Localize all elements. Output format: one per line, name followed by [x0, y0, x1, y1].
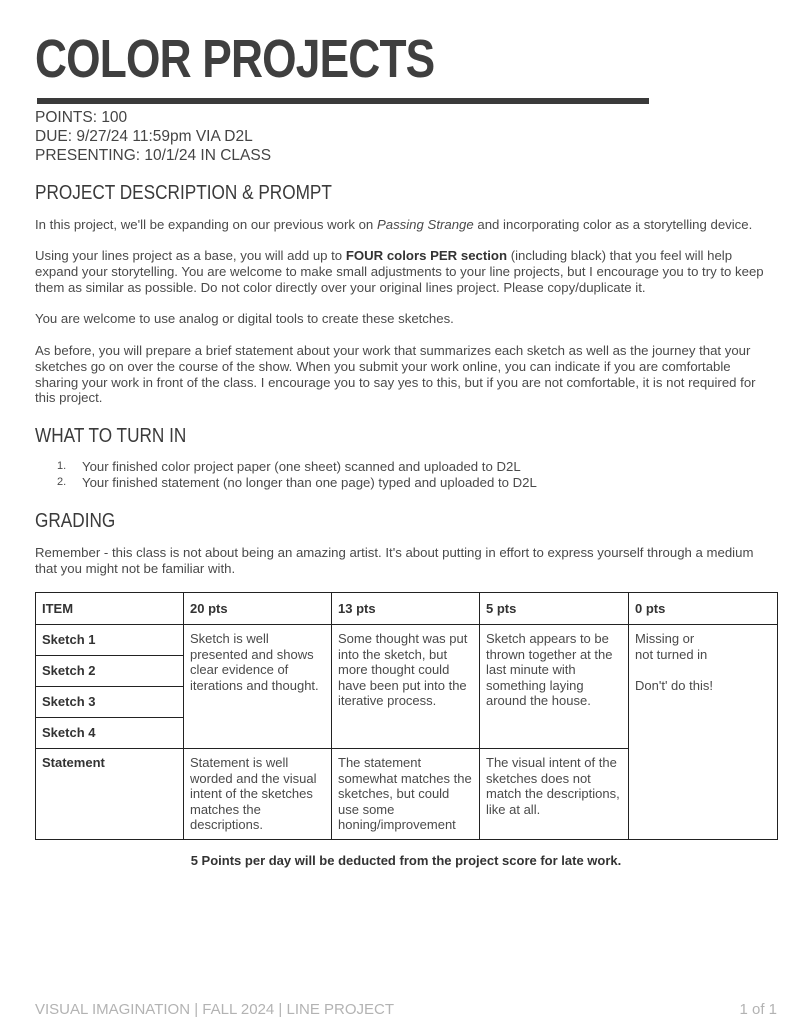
grading-heading: GRADING	[35, 510, 116, 532]
list-item-text: Your finished color project paper (one sheet) scanned and uploaded to D2L	[82, 459, 521, 474]
assignment-meta	[35, 108, 271, 165]
zero-pts-criteria	[629, 625, 778, 840]
row-label-sketch-4: Sketch 4	[36, 718, 184, 749]
grading-intro: Remember - this class is not about being an amazing artist. It's about putting in effort to express yourself through a medium that you might not be familiar with.	[35, 545, 754, 576]
late-work-note: 5 Points per day will be deducted from the project score for late work.	[190, 853, 622, 868]
row-label-sketch-1: Sketch 1	[36, 625, 184, 656]
sketch-13-pts-criteria: Some thought was put into the sketch, but more thought could have been put into the iterative process.	[332, 625, 480, 749]
description-heading: PROJECT DESCRIPTION & PROMPT	[35, 182, 332, 204]
header-13-pts: 13 pts	[332, 593, 480, 625]
sketch-20-pts-criteria: Sketch is well presented and shows clear evidence of iterations and thought.	[184, 625, 332, 749]
footer-page-number: 1 of 1	[739, 1001, 777, 1018]
points-text: POINTS: 100	[35, 109, 128, 126]
zero-pts-line: Missing or	[635, 631, 695, 646]
statement-20-pts-criteria: Statement is well worded and the visual intent of the sketches matches the descriptions.	[184, 749, 332, 840]
description-paragraph-4: As before, you will prepare a brief statement about your work that summarizes each sketch as well as the journey that your sketches go on over the course of the show. When you submit your work online, you can indicate if you are comfortable sharing your work in front of the class. I encourage you to say yes to this, but if you are not comfortable, it is not required for this project.	[35, 343, 756, 406]
list-item	[35, 459, 537, 475]
p1-italic-title: Passing Strange	[376, 217, 474, 232]
p1-text-end: and incorporating color as a storytelling device.	[473, 217, 753, 232]
table-header-row	[36, 593, 778, 625]
turn-in-list	[35, 459, 537, 491]
header-item: ITEM	[36, 593, 184, 625]
footer-course-info: VISUAL IMAGINATION | FALL 2024 | LINE PROJECT	[35, 1001, 395, 1018]
p2-text: Using your lines project as a base, you will add up to	[35, 248, 346, 263]
zero-pts-line: not turned in	[635, 646, 708, 662]
row-label-sketch-2: Sketch 2	[36, 656, 184, 687]
header-5-pts: 5 pts	[480, 593, 629, 625]
list-item	[35, 475, 537, 491]
list-item-text: Your finished statement (no longer than one page) typed and uploaded to D2L	[82, 474, 537, 490]
table-row	[36, 625, 778, 656]
zero-pts-note: Don't' do this!	[635, 677, 713, 693]
row-label-statement: Statement	[36, 749, 184, 840]
list-number: 1.	[57, 460, 67, 472]
header-0-pts: 0 pts	[629, 593, 778, 625]
due-text: DUE: 9/27/24 11:59pm VIA D2L	[35, 128, 253, 145]
list-number: 2.	[57, 475, 67, 488]
statement-13-pts-criteria: The statement somewhat matches the sketches, but could use some honing/improvement	[332, 749, 480, 840]
title-divider	[37, 98, 649, 104]
grading-rubric-table	[35, 592, 778, 840]
p2-bold-text: FOUR colors PER section	[345, 248, 508, 263]
description-paragraph-2	[35, 248, 777, 295]
header-20-pts: 20 pts	[184, 593, 332, 625]
p2-text-end: (including black) that you feel will help expand your storytelling. You are welcome to make small adjustments to your line projects, but I encourage you to try to keep them as similar as possible. Do not color directly over your original lines project. Please copy/duplicate it.	[35, 248, 764, 295]
statement-5-pts-criteria: The visual intent of the sketches does not match the descriptions, like at all.	[480, 749, 629, 840]
sketch-5-pts-criteria: Sketch appears to be thrown together at the last minute with something laying around the house.	[480, 625, 629, 749]
description-paragraph-1	[35, 217, 777, 233]
page-title: COLOR PROJECTS	[35, 29, 435, 89]
p1-text: In this project, we'll be expanding on our previous work on	[35, 217, 377, 232]
row-label-sketch-3: Sketch 3	[36, 687, 184, 718]
turn-in-heading: WHAT TO TURN IN	[35, 425, 187, 447]
presenting-text: PRESENTING: 10/1/24 IN CLASS	[35, 147, 272, 164]
description-paragraph-3: You are welcome to use analog or digital tools to create these sketches.	[35, 311, 454, 326]
